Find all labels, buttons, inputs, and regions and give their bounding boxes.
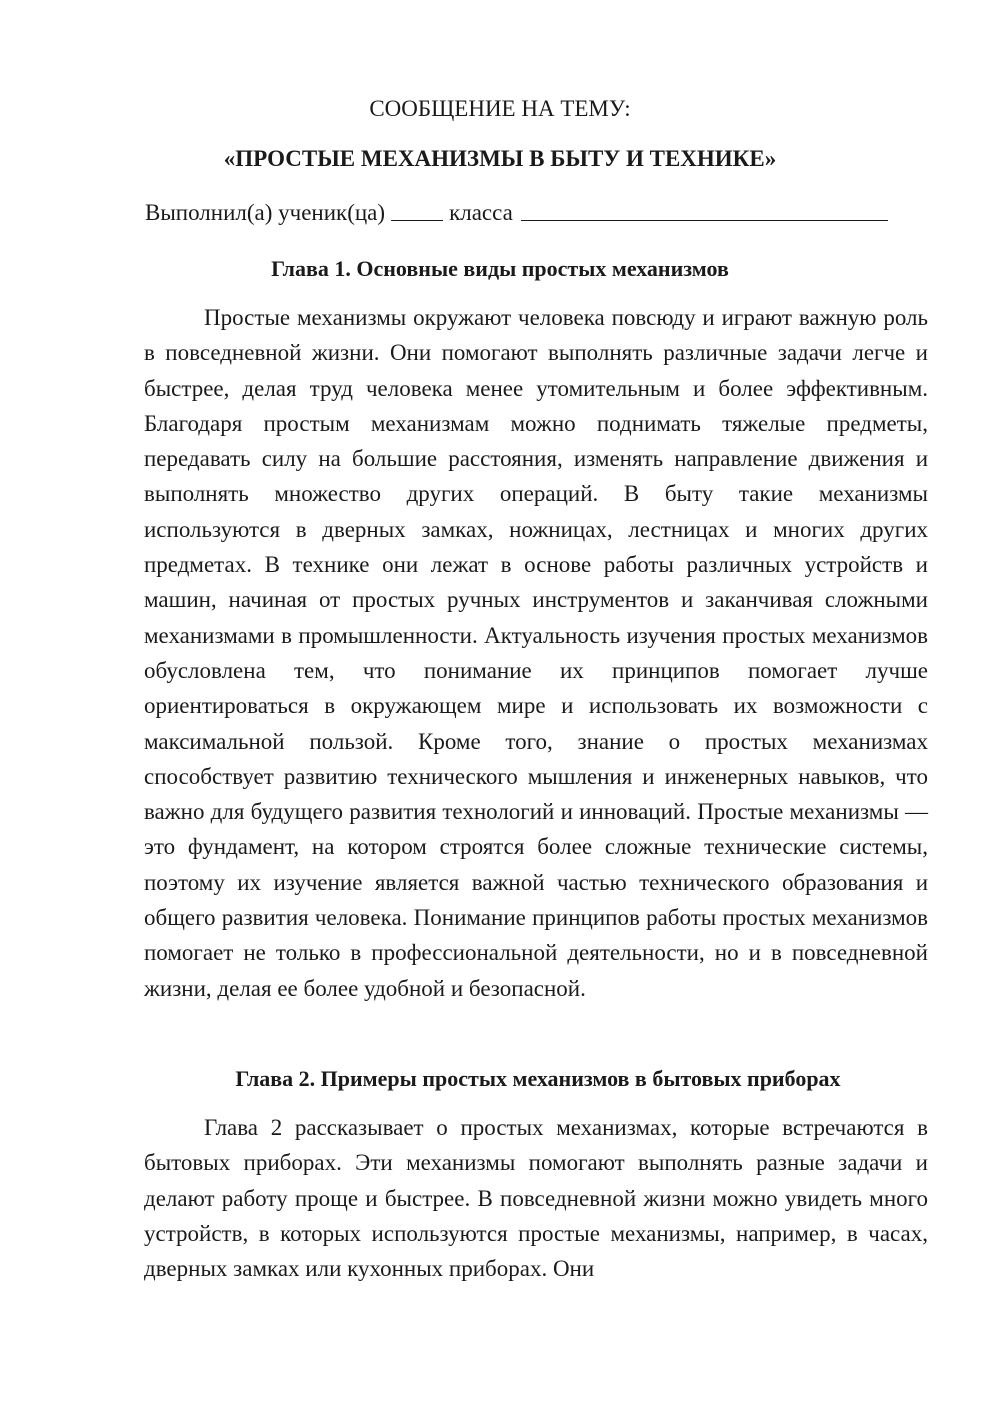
performed-by-label: Выполнил(а) ученик(ца) [145, 200, 386, 225]
chapter-1-paragraph: Простые механизмы окружают человека повсюду и играют важную роль в повседневной жизни. Они помогают выполнять различные задачи легче и быстрее, делая труд человека менее утомительным и более эффективным. Благодаря простым механизмам можно поднимать тяжелые предметы, передавать силу на большие расстояния, изменять направление движения и выполнять множество других операций. В быту такие механизмы используются в дверных замках, ножницах, лестницах и многих других предметах. В технике они лежат в основе работы различных устройств и машин, начиная от простых ручных инструментов и заканчивая сложными механизмами в промышленности. Актуальность изучения простых механизмов обусловлена тем, что понимание их принципов помогает лучше ориентироваться в окружающем мире и использовать их возможности с максимальной пользой. Кроме того, знание о простых механизмах способствует развитию технического мышления и инженерных навыков, что важно для будущего развития технологий и инноваций. Простые механизмы — это фундамент, на котором строятся более сложные технические системы, поэтому их изучение является важной частью технического образования и общего развития человека. Понимание принципов работы простых механизмов помогает не только в профессиональной деятельности, но и в повседневной жизни, делая ее более удобной и безопасной. [144, 305, 928, 1001]
author-line [145, 197, 888, 228]
class-number-blank [391, 198, 443, 221]
chapter-2-heading: Глава 2. Примеры простых механизмов в бытовых приборах [235, 1066, 841, 1091]
document-title-line2: «ПРОСТЫЕ МЕХАНИЗМЫ В БЫТУ И ТЕХНИКЕ» [223, 146, 777, 171]
chapter-2-paragraph: Глава 2 рассказывает о простых механизмах, которые встречаются в бытовых приборах. Эти механизмы помогают выполнять разные задачи и делают работу проще и быстрее. В повседневной жизни можно увидеть много устройств, в которых используются простые механизмы, например, в часах, дверных замках или кухонных приборах. Они [144, 1115, 928, 1282]
document-title-line1: СООБЩЕНИЕ НА ТЕМУ: [369, 96, 631, 121]
chapter-1-heading: Глава 1. Основные виды простых механизмов [271, 256, 729, 281]
student-name-blank [521, 198, 888, 221]
class-label: класса [449, 200, 513, 225]
